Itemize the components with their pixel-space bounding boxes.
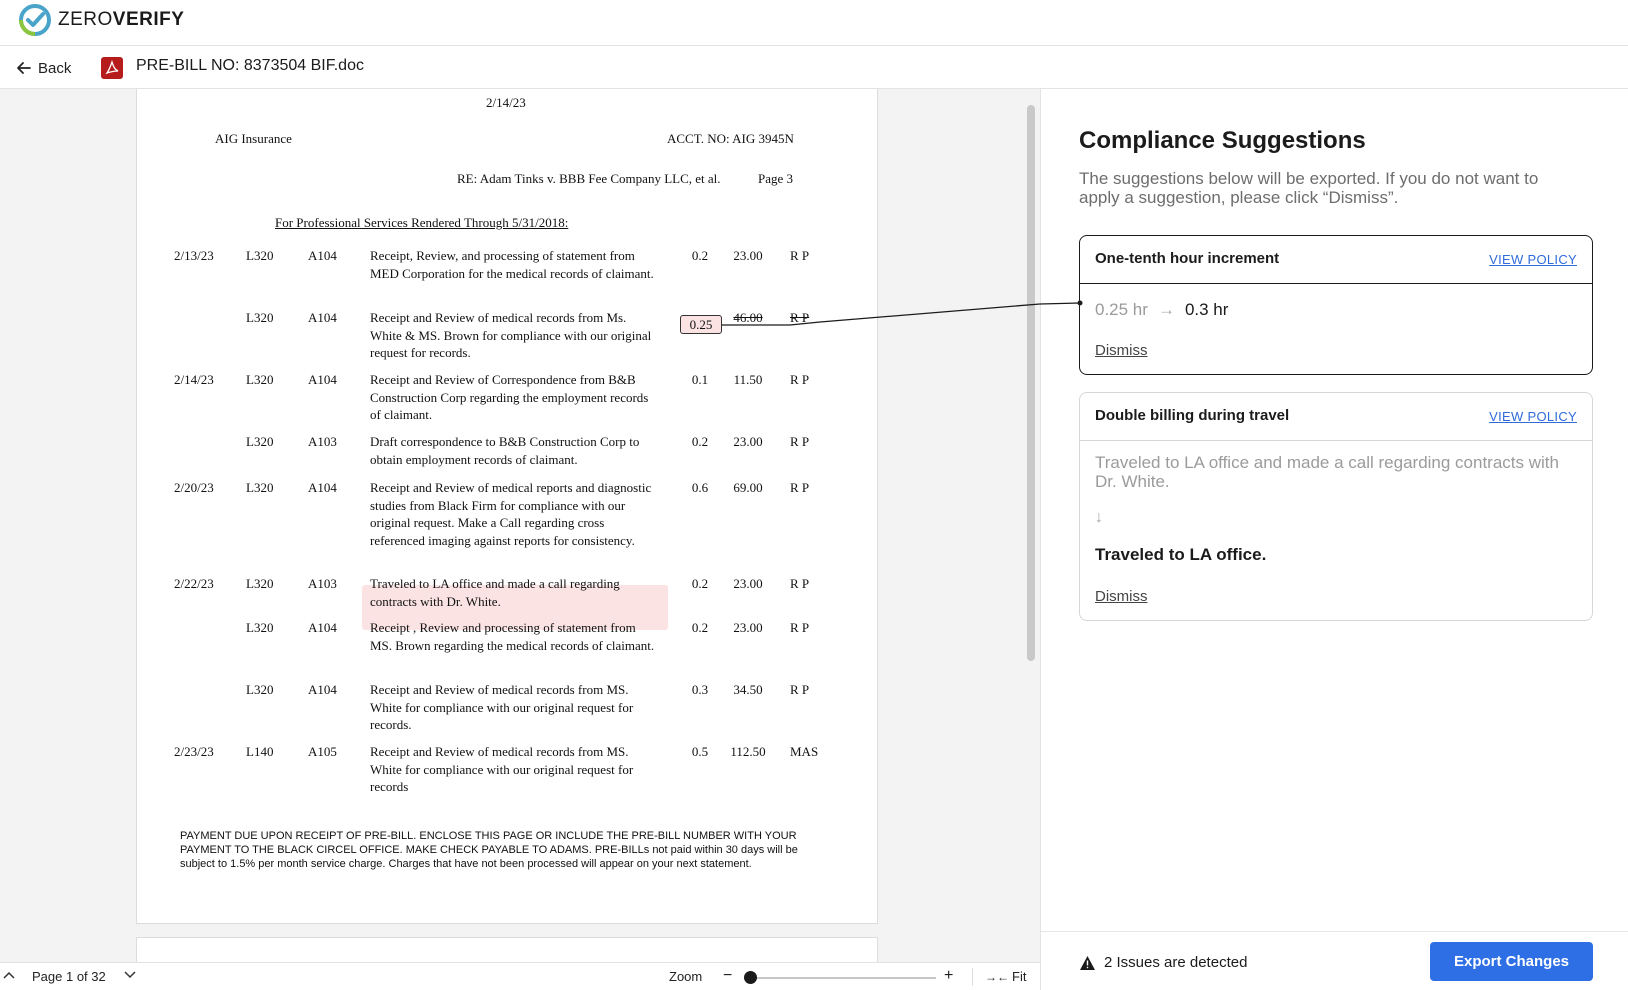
file-bar: [0, 47, 1628, 89]
back-button[interactable]: [16, 56, 71, 80]
entry-amount: 34.50: [733, 682, 763, 697]
entry-description: Receipt and Review of medical records from Ms. White & MS. Brown for compliance with our original request for records.: [370, 310, 652, 360]
entry-task-code: L320: [246, 480, 274, 495]
entry-amount: 11.50: [733, 372, 763, 387]
chevron-down-icon: [123, 968, 137, 982]
entry-activity-code: A104: [308, 310, 337, 325]
entry-activity-code: A104: [308, 372, 337, 387]
entry-initials: R P: [790, 480, 810, 495]
plus-icon: +: [944, 967, 954, 984]
page-indicator: Page 1 of 32: [32, 969, 106, 984]
next-page-preview: [136, 937, 878, 962]
entry-hours: 0.2: [691, 576, 709, 591]
zeroverify-logo[interactable]: [18, 3, 184, 37]
flagged-hours-value: 0.25: [689, 317, 713, 332]
services-heading: For Professional Services Rendered Through 5/31/2018:: [275, 215, 569, 230]
entry-task-code: L320: [246, 434, 274, 449]
document-date: 2/14/23: [486, 95, 526, 110]
entry-date: 2/22/23: [174, 576, 214, 591]
entry-hours: 0.2: [691, 434, 709, 449]
entry-initials: R P: [790, 576, 810, 591]
zeroverify-logo-icon: [18, 3, 52, 37]
issues-indicator: [1079, 954, 1247, 971]
suggestion-card-increment[interactable]: [1079, 235, 1593, 375]
viewer-toolbar: [0, 962, 1040, 990]
entry-description: Receipt and Review of medical reports and diagnostic studies from Black Firm for compliance with our original request. Make a Call regarding cross referenced imaging against reports for consistency.: [370, 480, 652, 548]
entry-amount: 23.00: [733, 248, 763, 263]
card-header: [1080, 393, 1592, 441]
entry-task-code: L320: [246, 620, 274, 635]
entry-task-code: L140: [246, 744, 274, 759]
card-title: Double billing during travel: [1095, 407, 1290, 424]
entry-hours: 0.1: [691, 372, 709, 387]
entry-amount: 112.50: [730, 744, 766, 759]
new-value: 0.3 hr: [1184, 300, 1229, 319]
value-change: [1095, 300, 1228, 320]
export-changes-button[interactable]: Export Changes: [1430, 942, 1593, 981]
entry-initials: R P: [790, 248, 810, 263]
fit-icon: →←: [985, 969, 1009, 984]
app-header: [0, 0, 1628, 46]
entry-amount: 23.00: [733, 620, 763, 635]
entry-activity-code: A104: [308, 248, 337, 263]
card-title: One-tenth hour increment: [1095, 250, 1280, 267]
next-page-button[interactable]: [123, 968, 137, 982]
entry-initials: R P: [790, 620, 810, 635]
entry-date: 2/14/23: [174, 372, 214, 387]
entry-initials: MAS: [790, 744, 819, 759]
client-name: AIG Insurance: [215, 131, 292, 146]
entry-hours: 0.5: [691, 744, 709, 759]
entry-hours: 0.3: [691, 682, 709, 697]
card-header: [1080, 236, 1592, 284]
account-number: ACCT. NO: AIG 3945N: [667, 131, 794, 146]
entry-hours: 0.2: [691, 620, 709, 635]
view-policy-link[interactable]: VIEW POLICY: [1489, 252, 1577, 267]
scrollbar[interactable]: [1027, 105, 1035, 661]
entry-initials: R P: [790, 434, 810, 449]
down-arrow-icon: ↓: [1095, 509, 1103, 526]
entry-task-code: L320: [246, 372, 274, 387]
zoom-out-button[interactable]: [723, 967, 732, 985]
pdf-file-icon: [101, 57, 123, 79]
entry-hours: 0.2: [691, 248, 709, 263]
zoom-slider-knob[interactable]: [744, 971, 757, 984]
entry-initials: R P: [790, 310, 810, 325]
entry-activity-code: A104: [308, 682, 337, 697]
document-page: [136, 89, 878, 924]
entry-amount: 46.00: [733, 310, 763, 325]
entry-date: 2/23/23: [174, 744, 214, 759]
zoom-label: Zoom: [669, 969, 703, 984]
entry-description: Receipt and Review of medical records from MS. White for compliance with our original request for records: [370, 744, 634, 794]
chevron-up-icon: [2, 968, 16, 982]
dismiss-button[interactable]: Dismiss: [1095, 342, 1148, 359]
suggestion-card-travel[interactable]: [1079, 392, 1593, 621]
old-value: 0.25 hr: [1095, 300, 1148, 319]
zoom-in-button[interactable]: [944, 967, 953, 985]
entry-task-code: L320: [246, 248, 274, 263]
panel-title: Compliance Suggestions: [1079, 127, 1366, 154]
old-text: Traveled to LA office and made a call regarding contracts with Dr. White.: [1095, 453, 1559, 491]
entry-date: 2/13/23: [174, 248, 214, 263]
back-arrow-icon: [16, 60, 32, 76]
document-viewer[interactable]: [0, 89, 1040, 962]
brand-name: ZEROVERIFY: [58, 9, 185, 30]
re-line: RE: Adam Tinks v. BBB Fee Company LLC, et al.: [457, 171, 721, 186]
page-label: Page 3: [758, 171, 794, 186]
entry-description: Draft correspondence to B&B Construction Corp to obtain employment records of claimant.: [370, 434, 640, 467]
entry-description: Receipt , Review and processing of statement from MS. Brown regarding the medical records of claimant.: [370, 620, 655, 653]
issues-text: 2 Issues are detected: [1104, 954, 1248, 971]
minus-icon: −: [723, 967, 733, 984]
fit-button[interactable]: [985, 969, 1026, 984]
entry-task-code: L320: [246, 576, 274, 591]
panel-footer: [1041, 931, 1628, 990]
entry-amount: 69.00: [733, 480, 763, 495]
file-name: PRE-BILL NO: 8373504 BIF.doc: [136, 57, 364, 74]
entry-initials: R P: [790, 682, 810, 697]
entry-activity-code: A104: [308, 480, 337, 495]
warning-icon: [1079, 955, 1096, 971]
entry-amount: 23.00: [733, 576, 763, 591]
entry-initials: R P: [790, 372, 810, 387]
zoom-slider-track[interactable]: [744, 977, 936, 979]
entry-description: Receipt and Review of medical records from MS. White for compliance with our original request for records.: [370, 682, 634, 732]
entry-description: Receipt and Review of Correspondence from B&B Construction Corp regarding the employment records of claimant.: [370, 372, 649, 422]
fit-label: Fit: [1012, 969, 1027, 984]
view-policy-link[interactable]: VIEW POLICY: [1489, 409, 1577, 424]
entry-description: Traveled to LA office and made a call regarding contracts with Dr. White.: [370, 576, 620, 609]
compliance-panel: [1040, 89, 1628, 990]
entry-activity-code: A103: [308, 576, 337, 591]
new-text: Traveled to LA office.: [1095, 545, 1267, 564]
entry-date: 2/20/23: [174, 480, 214, 495]
entry-task-code: L320: [246, 310, 274, 325]
entry-activity-code: A104: [308, 620, 337, 635]
entry-activity-code: A103: [308, 434, 337, 449]
flagged-hours-box[interactable]: [680, 315, 722, 334]
toolbar-divider: [972, 968, 973, 986]
entry-activity-code: A105: [308, 744, 337, 759]
entry-amount: 23.00: [733, 434, 763, 449]
entry-hours: 0.6: [691, 480, 709, 495]
dismiss-button[interactable]: Dismiss: [1095, 588, 1148, 605]
right-arrow-icon: →: [1157, 300, 1175, 319]
prev-page-button[interactable]: [2, 968, 16, 982]
panel-subtitle: The suggestions below will be exported. If you do not want to apply a suggestion, please click “Dismiss”.: [1079, 169, 1539, 207]
payment-note: PAYMENT DUE UPON RECEIPT OF PRE-BILL. ENCLOSE THIS PAGE OR INCLUDE THE PRE-BILL NUMBER WITH YOUR PAYMENT TO THE BLACK CIRCEL OFFICE. MAKE CHECK PAYABLE TO ADAMS. PRE-BILLs not paid within 30 days will be subject to 1.5% per month service charge. Charges that have not been processed will appear on your next statement.: [180, 830, 798, 870]
entry-task-code: L320: [246, 682, 274, 697]
entry-description: Receipt, Review, and processing of statement from MED Corporation for the medical records of claimant.: [370, 248, 654, 281]
back-label: Back: [38, 59, 72, 77]
